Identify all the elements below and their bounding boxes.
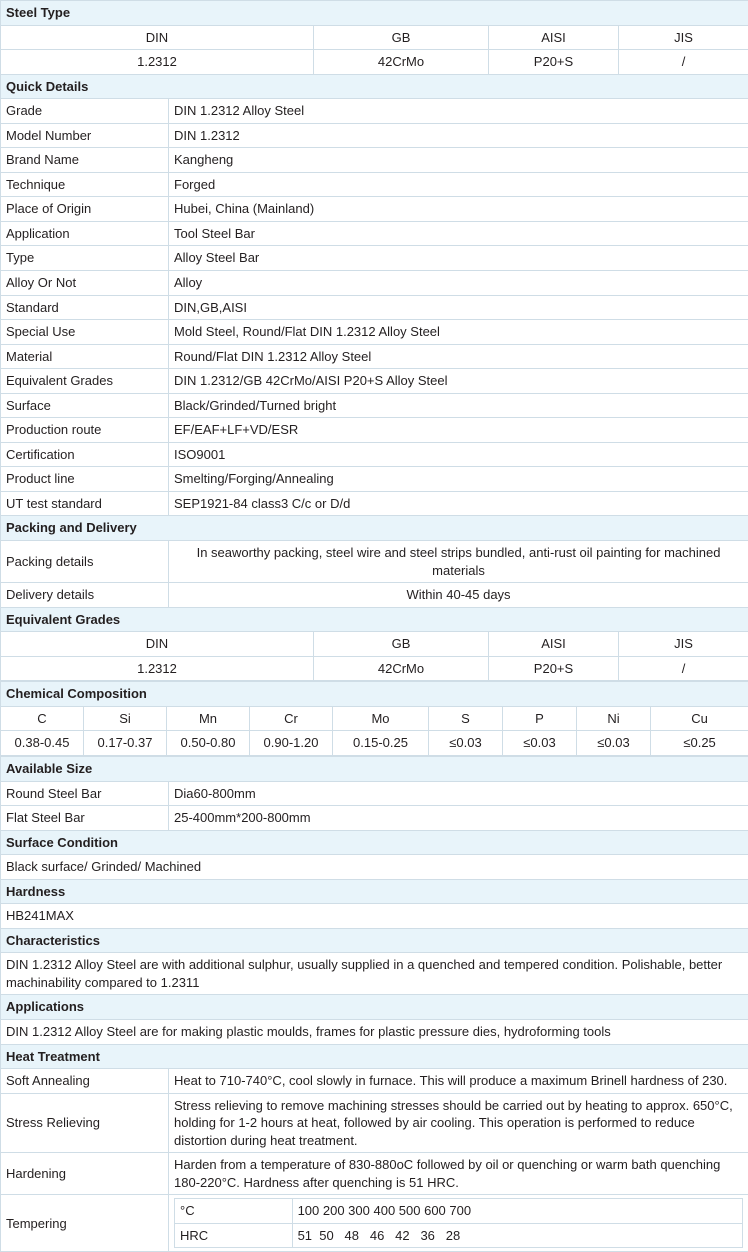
quick-detail-label: Model Number — [1, 123, 169, 148]
table-row — [1, 295, 748, 320]
quick-detail-label: Technique — [1, 172, 169, 197]
table-row — [1, 1153, 748, 1195]
table-row — [1, 1093, 748, 1153]
quick-detail-value: ISO9001 — [169, 442, 748, 467]
table-row — [1, 393, 748, 418]
section-row-surface-condition — [1, 830, 748, 855]
tempering-temp-values: 100 200 300 400 500 600 700 — [292, 1199, 742, 1224]
steel-type-value-aisi: P20+S — [489, 50, 619, 75]
tempering-temp-label: °C — [175, 1199, 293, 1224]
quick-detail-value: Smelting/Forging/Annealing — [169, 467, 748, 492]
element-value: 0.38-0.45 — [1, 731, 84, 756]
table-row — [1, 781, 748, 806]
table-row — [1, 172, 748, 197]
quick-detail-value: DIN 1.2312/GB 42CrMo/AISI P20+S Alloy Steel — [169, 369, 748, 394]
equivalent-grades-header-row — [1, 632, 748, 657]
table-row — [1, 271, 748, 296]
section-header-equivalent-grades: Equivalent Grades — [1, 607, 748, 632]
equivalent-grades-header-din: DIN — [1, 632, 314, 657]
round-steel-bar-value: Dia60-800mm — [169, 781, 748, 806]
steel-type-header-gb: GB — [314, 25, 489, 50]
tempering-temperature-row — [175, 1199, 743, 1224]
quick-detail-value: Mold Steel, Round/Flat DIN 1.2312 Alloy Steel — [169, 320, 748, 345]
flat-steel-bar-value: 25-400mm*200-800mm — [169, 806, 748, 831]
quick-detail-label: Brand Name — [1, 148, 169, 173]
section-header-hardness: Hardness — [1, 879, 748, 904]
section-row-available-size — [1, 756, 748, 781]
section-row-chemical-composition — [1, 682, 748, 707]
table-row — [1, 221, 748, 246]
round-steel-bar-label: Round Steel Bar — [1, 781, 169, 806]
section-row-equivalent-grades — [1, 607, 748, 632]
table-row — [1, 855, 748, 880]
quick-detail-label: Equivalent Grades — [1, 369, 169, 394]
quick-detail-label: Grade — [1, 99, 169, 124]
stress-relieving-value: Stress relieving to remove machining stresses should be carried out by heating to approx. 650°C, holding for 1-2 hours at heat, followed by air cooling. This operation is performed to reduce distortion during heat treatment. — [169, 1093, 748, 1153]
steel-type-header-din: DIN — [1, 25, 314, 50]
section-row-applications — [1, 995, 748, 1020]
element-header: P — [503, 706, 577, 731]
quick-detail-label: Type — [1, 246, 169, 271]
equivalent-grades-header-jis: JIS — [619, 632, 748, 657]
equivalent-grades-value-din: 1.2312 — [1, 656, 314, 681]
equivalent-grades-value-gb: 42CrMo — [314, 656, 489, 681]
section-row-quick-details — [1, 74, 748, 99]
table-row — [1, 148, 748, 173]
table-row — [1, 541, 748, 583]
tempering-grid — [174, 1198, 743, 1248]
steel-type-header-jis: JIS — [619, 25, 748, 50]
quick-detail-value: Tool Steel Bar — [169, 221, 748, 246]
quick-detail-value: Black/Grinded/Turned bright — [169, 393, 748, 418]
element-header: S — [429, 706, 503, 731]
table-row — [1, 442, 748, 467]
section-header-chemical-composition: Chemical Composition — [1, 682, 748, 707]
tempering-hrc-row — [175, 1223, 743, 1248]
table-row — [1, 344, 748, 369]
element-header: Cu — [651, 706, 748, 731]
section-row-heat-treatment — [1, 1044, 748, 1069]
steel-type-value-din: 1.2312 — [1, 50, 314, 75]
table-row — [1, 583, 748, 608]
equivalent-grades-value-row — [1, 656, 748, 681]
quick-detail-value: Hubei, China (Mainland) — [169, 197, 748, 222]
quick-detail-label: Standard — [1, 295, 169, 320]
equivalent-grades-header-gb: GB — [314, 632, 489, 657]
element-value: 0.15-0.25 — [333, 731, 429, 756]
section-header-applications: Applications — [1, 995, 748, 1020]
element-header: C — [1, 706, 84, 731]
steel-type-value-gb: 42CrMo — [314, 50, 489, 75]
table-row — [1, 1019, 748, 1044]
steel-type-value-row — [1, 50, 748, 75]
table-row — [1, 1195, 748, 1252]
characteristics-value: DIN 1.2312 Alloy Steel are with additional sulphur, usually supplied in a quenched and tempered condition. Polishable, better machinability compared to 1.2311 — [1, 953, 748, 995]
element-value: ≤0.03 — [577, 731, 651, 756]
element-value: ≤0.03 — [429, 731, 503, 756]
quick-detail-value: DIN,GB,AISI — [169, 295, 748, 320]
element-header: Mo — [333, 706, 429, 731]
flat-steel-bar-label: Flat Steel Bar — [1, 806, 169, 831]
quick-detail-label: Material — [1, 344, 169, 369]
section-header-quick-details: Quick Details — [1, 74, 748, 99]
quick-detail-value: SEP1921-84 class3 C/c or D/d — [169, 491, 748, 516]
section-header-steel-type: Steel Type — [1, 1, 748, 26]
element-header: Ni — [577, 706, 651, 731]
table-row — [1, 418, 748, 443]
hardness-value: HB241MAX — [1, 904, 748, 929]
element-header: Cr — [250, 706, 333, 731]
section-header-characteristics: Characteristics — [1, 928, 748, 953]
steel-type-header-aisi: AISI — [489, 25, 619, 50]
chemical-composition-table — [0, 681, 748, 756]
soft-annealing-value: Heat to 710-740°C, cool slowly in furnace. This will produce a maximum Brinell hardness of 230. — [169, 1069, 748, 1094]
element-value: ≤0.03 — [503, 731, 577, 756]
steel-type-value-jis: / — [619, 50, 748, 75]
table-row — [1, 123, 748, 148]
tempering-hrc-values: 51 50 48 46 42 36 28 — [292, 1223, 742, 1248]
delivery-details-value: Within 40-45 days — [169, 583, 748, 608]
quick-detail-value: DIN 1.2312 Alloy Steel — [169, 99, 748, 124]
element-value: 0.50-0.80 — [167, 731, 250, 756]
table-row — [1, 99, 748, 124]
element-header: Mn — [167, 706, 250, 731]
quick-detail-value: Kangheng — [169, 148, 748, 173]
section-row-packing-delivery — [1, 516, 748, 541]
table-row — [1, 320, 748, 345]
tempering-hrc-label: HRC — [175, 1223, 293, 1248]
quick-detail-label: Production route — [1, 418, 169, 443]
chemical-composition-header-row — [1, 706, 748, 731]
quick-detail-label: Application — [1, 221, 169, 246]
element-value: 0.17-0.37 — [84, 731, 167, 756]
quick-detail-value: Alloy Steel Bar — [169, 246, 748, 271]
section-header-available-size: Available Size — [1, 756, 748, 781]
tempering-label: Tempering — [1, 1195, 169, 1252]
quick-detail-value: Alloy — [169, 271, 748, 296]
hardening-value: Harden from a temperature of 830-880oC followed by oil or quenching or warm bath quenching 180-220°C. Hardness after quenching is 51 HRC. — [169, 1153, 748, 1195]
element-value: ≤0.25 — [651, 731, 748, 756]
equivalent-grades-header-aisi: AISI — [489, 632, 619, 657]
hardening-label: Hardening — [1, 1153, 169, 1195]
table-row — [1, 806, 748, 831]
section-header-surface-condition: Surface Condition — [1, 830, 748, 855]
quick-detail-value: EF/EAF+LF+VD/ESR — [169, 418, 748, 443]
element-value: 0.90-1.20 — [250, 731, 333, 756]
table-row — [1, 369, 748, 394]
section-header-packing-delivery: Packing and Delivery — [1, 516, 748, 541]
chemical-composition-value-row — [1, 731, 748, 756]
quick-detail-label: Surface — [1, 393, 169, 418]
packing-details-label: Packing details — [1, 541, 169, 583]
quick-detail-label: Certification — [1, 442, 169, 467]
stress-relieving-label: Stress Relieving — [1, 1093, 169, 1153]
table-row — [1, 953, 748, 995]
soft-annealing-label: Soft Annealing — [1, 1069, 169, 1094]
tempering-value — [169, 1195, 748, 1252]
quick-detail-value: DIN 1.2312 — [169, 123, 748, 148]
quick-detail-value: Forged — [169, 172, 748, 197]
quick-detail-value: Round/Flat DIN 1.2312 Alloy Steel — [169, 344, 748, 369]
quick-detail-label: Special Use — [1, 320, 169, 345]
section-row-steel-type — [1, 1, 748, 26]
element-header: Si — [84, 706, 167, 731]
table-row — [1, 491, 748, 516]
applications-value: DIN 1.2312 Alloy Steel are for making plastic moulds, frames for plastic pressure dies, hydroforming tools — [1, 1019, 748, 1044]
quick-detail-label: UT test standard — [1, 491, 169, 516]
table-row — [1, 246, 748, 271]
steel-type-header-row — [1, 25, 748, 50]
quick-detail-label: Place of Origin — [1, 197, 169, 222]
quick-detail-label: Alloy Or Not — [1, 271, 169, 296]
section-header-heat-treatment: Heat Treatment — [1, 1044, 748, 1069]
equivalent-grades-value-aisi: P20+S — [489, 656, 619, 681]
section-row-characteristics — [1, 928, 748, 953]
details-table — [0, 756, 748, 1252]
table-row — [1, 197, 748, 222]
equivalent-grades-value-jis: / — [619, 656, 748, 681]
quick-detail-label: Product line — [1, 467, 169, 492]
table-row — [1, 467, 748, 492]
table-row — [1, 1069, 748, 1094]
table-row — [1, 904, 748, 929]
surface-condition-value: Black surface/ Grinded/ Machined — [1, 855, 748, 880]
section-row-hardness — [1, 879, 748, 904]
packing-details-value: In seaworthy packing, steel wire and steel strips bundled, anti-rust oil painting for machined materials — [169, 541, 748, 583]
delivery-details-label: Delivery details — [1, 583, 169, 608]
